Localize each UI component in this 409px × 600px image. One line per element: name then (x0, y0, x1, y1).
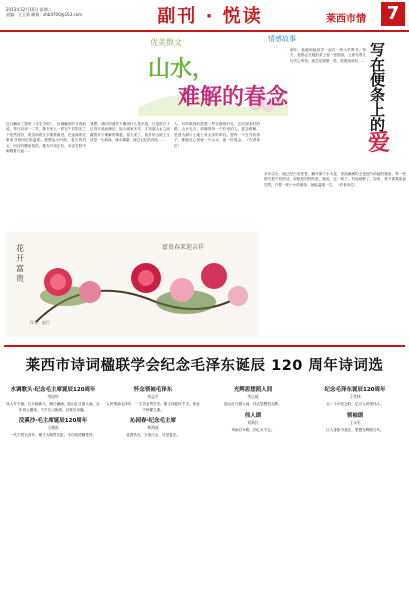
poem-author: 李正斌 (247, 394, 259, 399)
poem-body: 韶山红日照人间，伟大思想放光辉。 (224, 402, 282, 406)
poem-author: 王孝林 (349, 394, 361, 399)
poem-body: 风雨百年路，初心永不忘。 (231, 427, 275, 432)
poem-title: 纪念毛泽东诞辰120周年 (324, 387, 386, 393)
painting-caption: 富贵春来迎吉祥 (162, 244, 205, 251)
poem-column-1 (6, 382, 100, 596)
poem-body: 人民领袖毛泽东，一生功业贯长空。雄文四卷传千古，伟业千秋耀九重。 (106, 402, 200, 412)
section-title: 副刊 · 悦读 (157, 6, 263, 27)
story-body-1: 那年，他就和她同学一起在一所小学教书。每天，他都会在她的桌上留一张便条，上面写着几句关心的话。她总是微微一笑，把便条收好…… (290, 48, 366, 63)
essay-tag: 优美散文 (150, 38, 182, 47)
story-tag: 情感故事 (268, 35, 296, 43)
poem-author: 王德高 (47, 425, 59, 431)
newspaper-brand: 莱西市情 (326, 14, 366, 25)
story-title-love: 爱 (368, 130, 391, 156)
painting-author: 作者：赵行 (30, 320, 50, 325)
page-header (0, 0, 409, 32)
poem-title: 领袖颂 (346, 412, 364, 419)
poem-title: 光辉思想照人间 (233, 387, 273, 393)
story-title (368, 42, 404, 162)
essay-title-line1: 山水， (148, 57, 215, 82)
issue-date: 2013年12月10日 星期二 (6, 7, 52, 12)
issue-meta (6, 7, 82, 17)
poem-body: 一代天骄毛泽东，雄才大略贯长虹，丰功伟绩耀苍穹。 (9, 433, 97, 438)
poem-author: 李国华 (47, 394, 59, 399)
essay-column-3: 人，有时候真的需要一些安静的时光，去回望来时的路。山水无言，却懂得每一个归来的人。春念难解，是因为那片土地上有太多的牵挂。愿每一个在外的游子，都能在心里留一片山水，留一份春念。（作者单位） (174, 122, 260, 148)
poem-column-2 (106, 382, 200, 596)
poem-author: 刘新民 (247, 419, 259, 425)
poem-author: 刘志平 (147, 394, 159, 399)
page-number: 7 (381, 2, 405, 26)
essay-title-art (138, 46, 288, 116)
poem-title: 浣溪沙·毛主席诞辰120周年 (18, 418, 88, 425)
poem-column-4 (306, 382, 404, 596)
poetry-section-title: 莱西市诗词楹联学会纪念毛泽东诞辰 120 周年诗词选 (25, 358, 384, 374)
painting-title: 花开富贵 (16, 244, 24, 283)
poem-author: 林海波 (147, 425, 159, 431)
poem-body: 北国风光，万里江山，尽是春光。 (126, 433, 180, 438)
essay-column-1: 近日翻读了我的《今生今世》，仿佛触到岁月的痕迹。每日向读一二节，像书里人一样在午后阳光之下依然回首，纸页间的文字随着渐进，在迷离的往事里寻到回忆的温度。我想起小时候，春天的村头，河边的柳条依依，桃杏开得正好，母亲在院中晾晒着衣裳…… (6, 122, 86, 154)
poem-body: 伟人开天地，日月换新天。湘江潮涌，韶山红日照人间。百年风云激荡，千古江山如画，巨笔写诗篇。 (6, 402, 100, 412)
story-body-2: 多年以后，她已经白发苍苍，翻开那个小木盒，里面满满的全是他写给她的便条。每一张都写着不同的话，却都是同样的爱。她说，这一辈子，有他就够了。原来，爱不需要轰轰烈烈，只要一张小小的便条，就能温暖一生。（作者单位） (264, 172, 406, 187)
poem-title: 怀念领袖毛泽东 (133, 387, 173, 393)
essay-title-line2: 难解的春念 (178, 85, 288, 110)
poem-body: 百二十年纪念时，亿万人民颂伟人。 (326, 402, 384, 406)
poem-title: 沁园春·纪念毛主席 (129, 418, 177, 425)
essay-column-2: 我想，那时的我并不懂得什么是乡愁，只是把日子过得平淡而满足。如今离家多年，才知道山水之间藏着多少难解的情意。春天来了，故乡的山坡上又该是一片新绿，溪水潺潺，流过记忆的深处…… (90, 122, 170, 143)
editor-info: 责编：王玉菊 邮箱：zhb4700@163.com (6, 12, 83, 17)
section-divider (4, 345, 405, 347)
poem-column-3 (206, 382, 300, 596)
poem-title: 水调歌头·纪念毛主席诞辰120周年 (10, 387, 96, 393)
story-title-text: 写在便条上的 (368, 42, 386, 132)
poem-author: 王永军 (349, 419, 361, 425)
poem-title: 伟人颂 (244, 412, 262, 419)
poem-body: 巨人身影今犹在，思想光辉照万代。 (326, 427, 384, 432)
